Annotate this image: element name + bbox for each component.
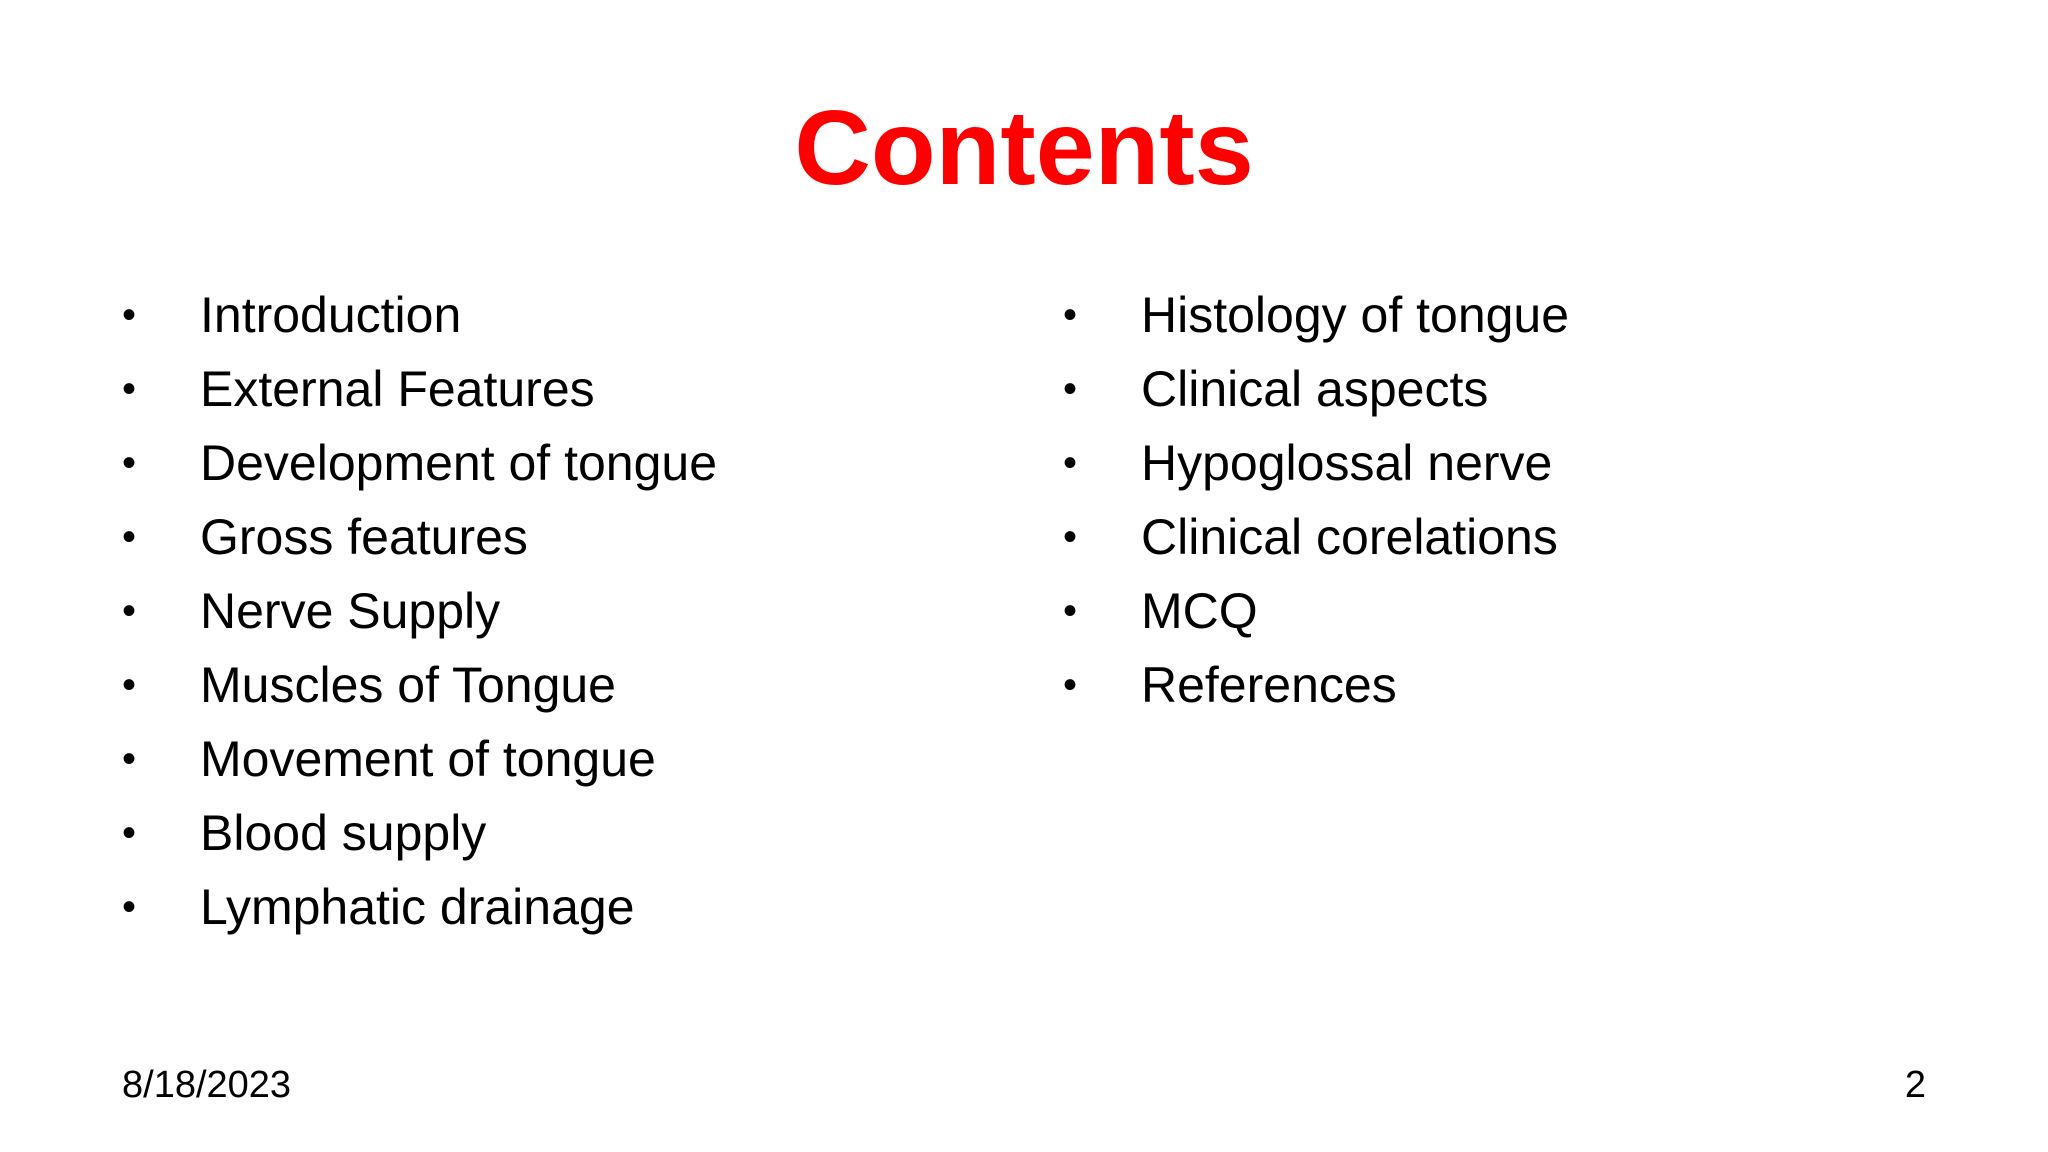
bullet-icon: •	[1063, 663, 1078, 707]
list-item	[122, 870, 1002, 944]
list-item-label: Introduction	[200, 287, 462, 343]
list-item-label: Movement of tongue	[200, 731, 656, 787]
bullet-icon: •	[122, 441, 137, 485]
list-item	[122, 722, 1002, 796]
slide-title: Contents	[794, 89, 1254, 207]
list-item-label: Histology of tongue	[1141, 287, 1570, 343]
bullet-icon: •	[122, 811, 137, 855]
contents-list-left	[122, 278, 1002, 944]
list-item-label: Muscles of Tongue	[200, 657, 616, 713]
list-item-label: Clinical aspects	[1141, 361, 1489, 417]
bullet-icon: •	[122, 737, 137, 781]
list-item	[122, 574, 1002, 648]
list-item	[1063, 574, 1963, 648]
list-item	[122, 500, 1002, 574]
bullet-icon: •	[122, 663, 137, 707]
list-item	[122, 426, 1002, 500]
bullet-icon: •	[122, 367, 137, 411]
list-item-label: Gross features	[200, 509, 528, 565]
list-item	[1063, 352, 1963, 426]
bullet-icon: •	[1063, 441, 1078, 485]
list-item	[1063, 426, 1963, 500]
list-item-label: Hypoglossal nerve	[1141, 435, 1553, 491]
list-item-label: References	[1141, 657, 1397, 713]
list-item	[1063, 278, 1963, 352]
list-item	[122, 648, 1002, 722]
list-item	[122, 796, 1002, 870]
bullet-icon: •	[122, 885, 137, 929]
bullet-icon: •	[1063, 293, 1078, 337]
bullet-icon: •	[122, 293, 137, 337]
list-item	[1063, 500, 1963, 574]
bullet-icon: •	[1063, 515, 1078, 559]
bullet-icon: •	[1063, 589, 1078, 633]
list-item-label: Blood supply	[200, 805, 487, 861]
list-item-label: Clinical corelations	[1141, 509, 1558, 565]
list-item-label: Nerve Supply	[200, 583, 501, 639]
footer-date: 8/18/2023	[122, 1064, 292, 1106]
bullet-icon: •	[122, 589, 137, 633]
bullet-icon: •	[122, 515, 137, 559]
page-number: 2	[1904, 1064, 1926, 1106]
list-item	[1063, 648, 1963, 722]
list-item	[122, 278, 1002, 352]
list-item-label: Development of tongue	[200, 435, 718, 491]
contents-list-right	[1063, 278, 1963, 722]
list-item-label: MCQ	[1141, 583, 1258, 639]
list-item-label: Lymphatic drainage	[200, 879, 635, 935]
list-item	[122, 352, 1002, 426]
bullet-icon: •	[1063, 367, 1078, 411]
list-item-label: External Features	[200, 361, 595, 417]
